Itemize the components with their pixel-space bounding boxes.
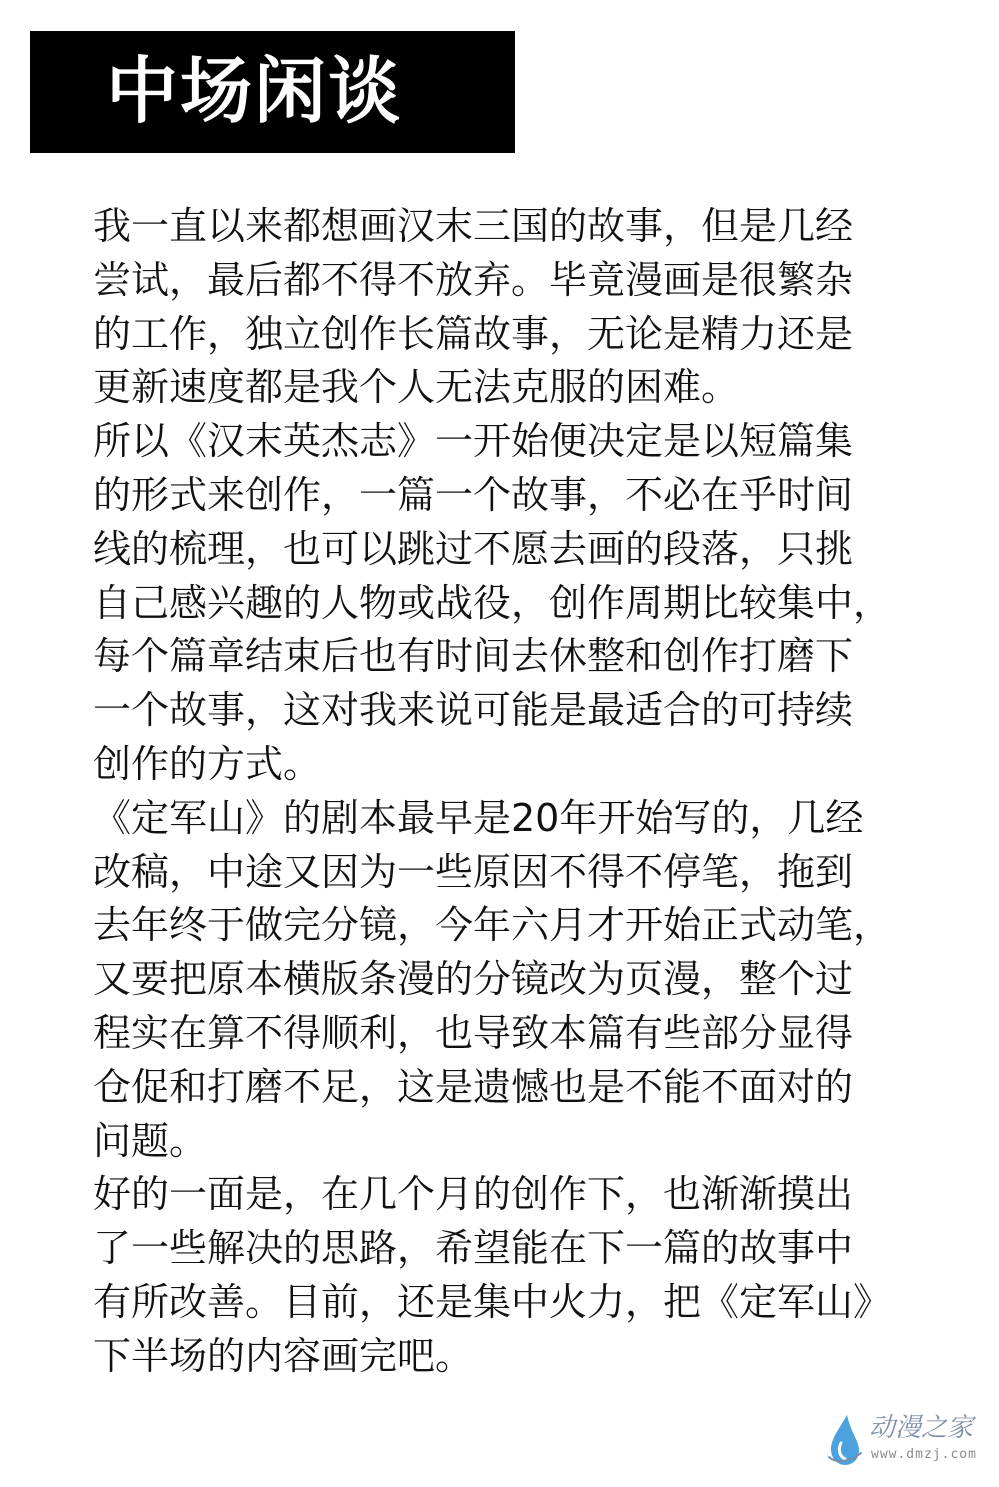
article-line: 下半场的内容画完吧。 xyxy=(93,1333,474,1378)
article-line: 《定军山》的剧本最早是20年开始写的，几经 xyxy=(93,795,864,840)
article-line: 线的梳理，也可以跳过不愿去画的段落，只挑 xyxy=(93,526,854,571)
article-line: 又要把原本横版条漫的分镜改为页漫，整个过 xyxy=(93,957,854,1002)
article-line: 了一些解决的思路，希望能在下一篇的故事中 xyxy=(93,1226,854,1271)
article-line: 所以《汉末英杰志》一开始便决定是以短篇集 xyxy=(93,419,854,464)
article-line: 一个故事，这对我来说可能是最适合的可持续 xyxy=(93,688,854,733)
article-line: 仓促和打磨不足，这是遗憾也是不能不面对的 xyxy=(93,1064,854,1109)
article-line: 的工作，独立创作长篇故事，无论是精力还是 xyxy=(93,311,854,356)
article-line: 尝试，最后都不得不放弃。毕竟漫画是很繁杂 xyxy=(93,257,854,302)
article-line: 改稿，中途又因为一些原因不得不停笔，拖到 xyxy=(93,849,854,894)
article-line: 去年终于做完分镜，今年六月才开始正式动笔， xyxy=(93,903,892,948)
article-line: 创作的方式。 xyxy=(93,741,322,786)
article-line: 更新速度都是我个人无法克服的困难。 xyxy=(93,365,740,410)
article-line: 自己感兴趣的人物或战役，创作周期比较集中， xyxy=(93,580,892,625)
article-line: 程实在算不得顺利，也导致本篇有些部分显得 xyxy=(93,1010,854,1055)
article-line: 好的一面是，在几个月的创作下，也渐渐摸出 xyxy=(93,1172,854,1217)
article-line: 的形式来创作，一篇一个故事，不必在乎时间 xyxy=(93,472,854,517)
article-line: 我一直以来都想画汉末三国的故事，但是几经 xyxy=(93,204,854,248)
article-line: 有所改善。目前，还是集中火力，把《定军山》 xyxy=(93,1279,892,1324)
title-banner xyxy=(30,31,515,153)
watermark-url: www.dmzj.com xyxy=(871,1447,977,1462)
watermark-name: 动漫之家 xyxy=(869,1413,974,1443)
article-line: 问题。 xyxy=(93,1118,208,1163)
site-watermark xyxy=(825,1409,985,1471)
article-line: 每个篇章结束后也有时间去休整和创作打磨下 xyxy=(93,634,854,679)
article-body xyxy=(93,200,923,1384)
page-title: 中场闲谈 xyxy=(106,49,403,133)
water-drop-icon xyxy=(825,1413,865,1467)
